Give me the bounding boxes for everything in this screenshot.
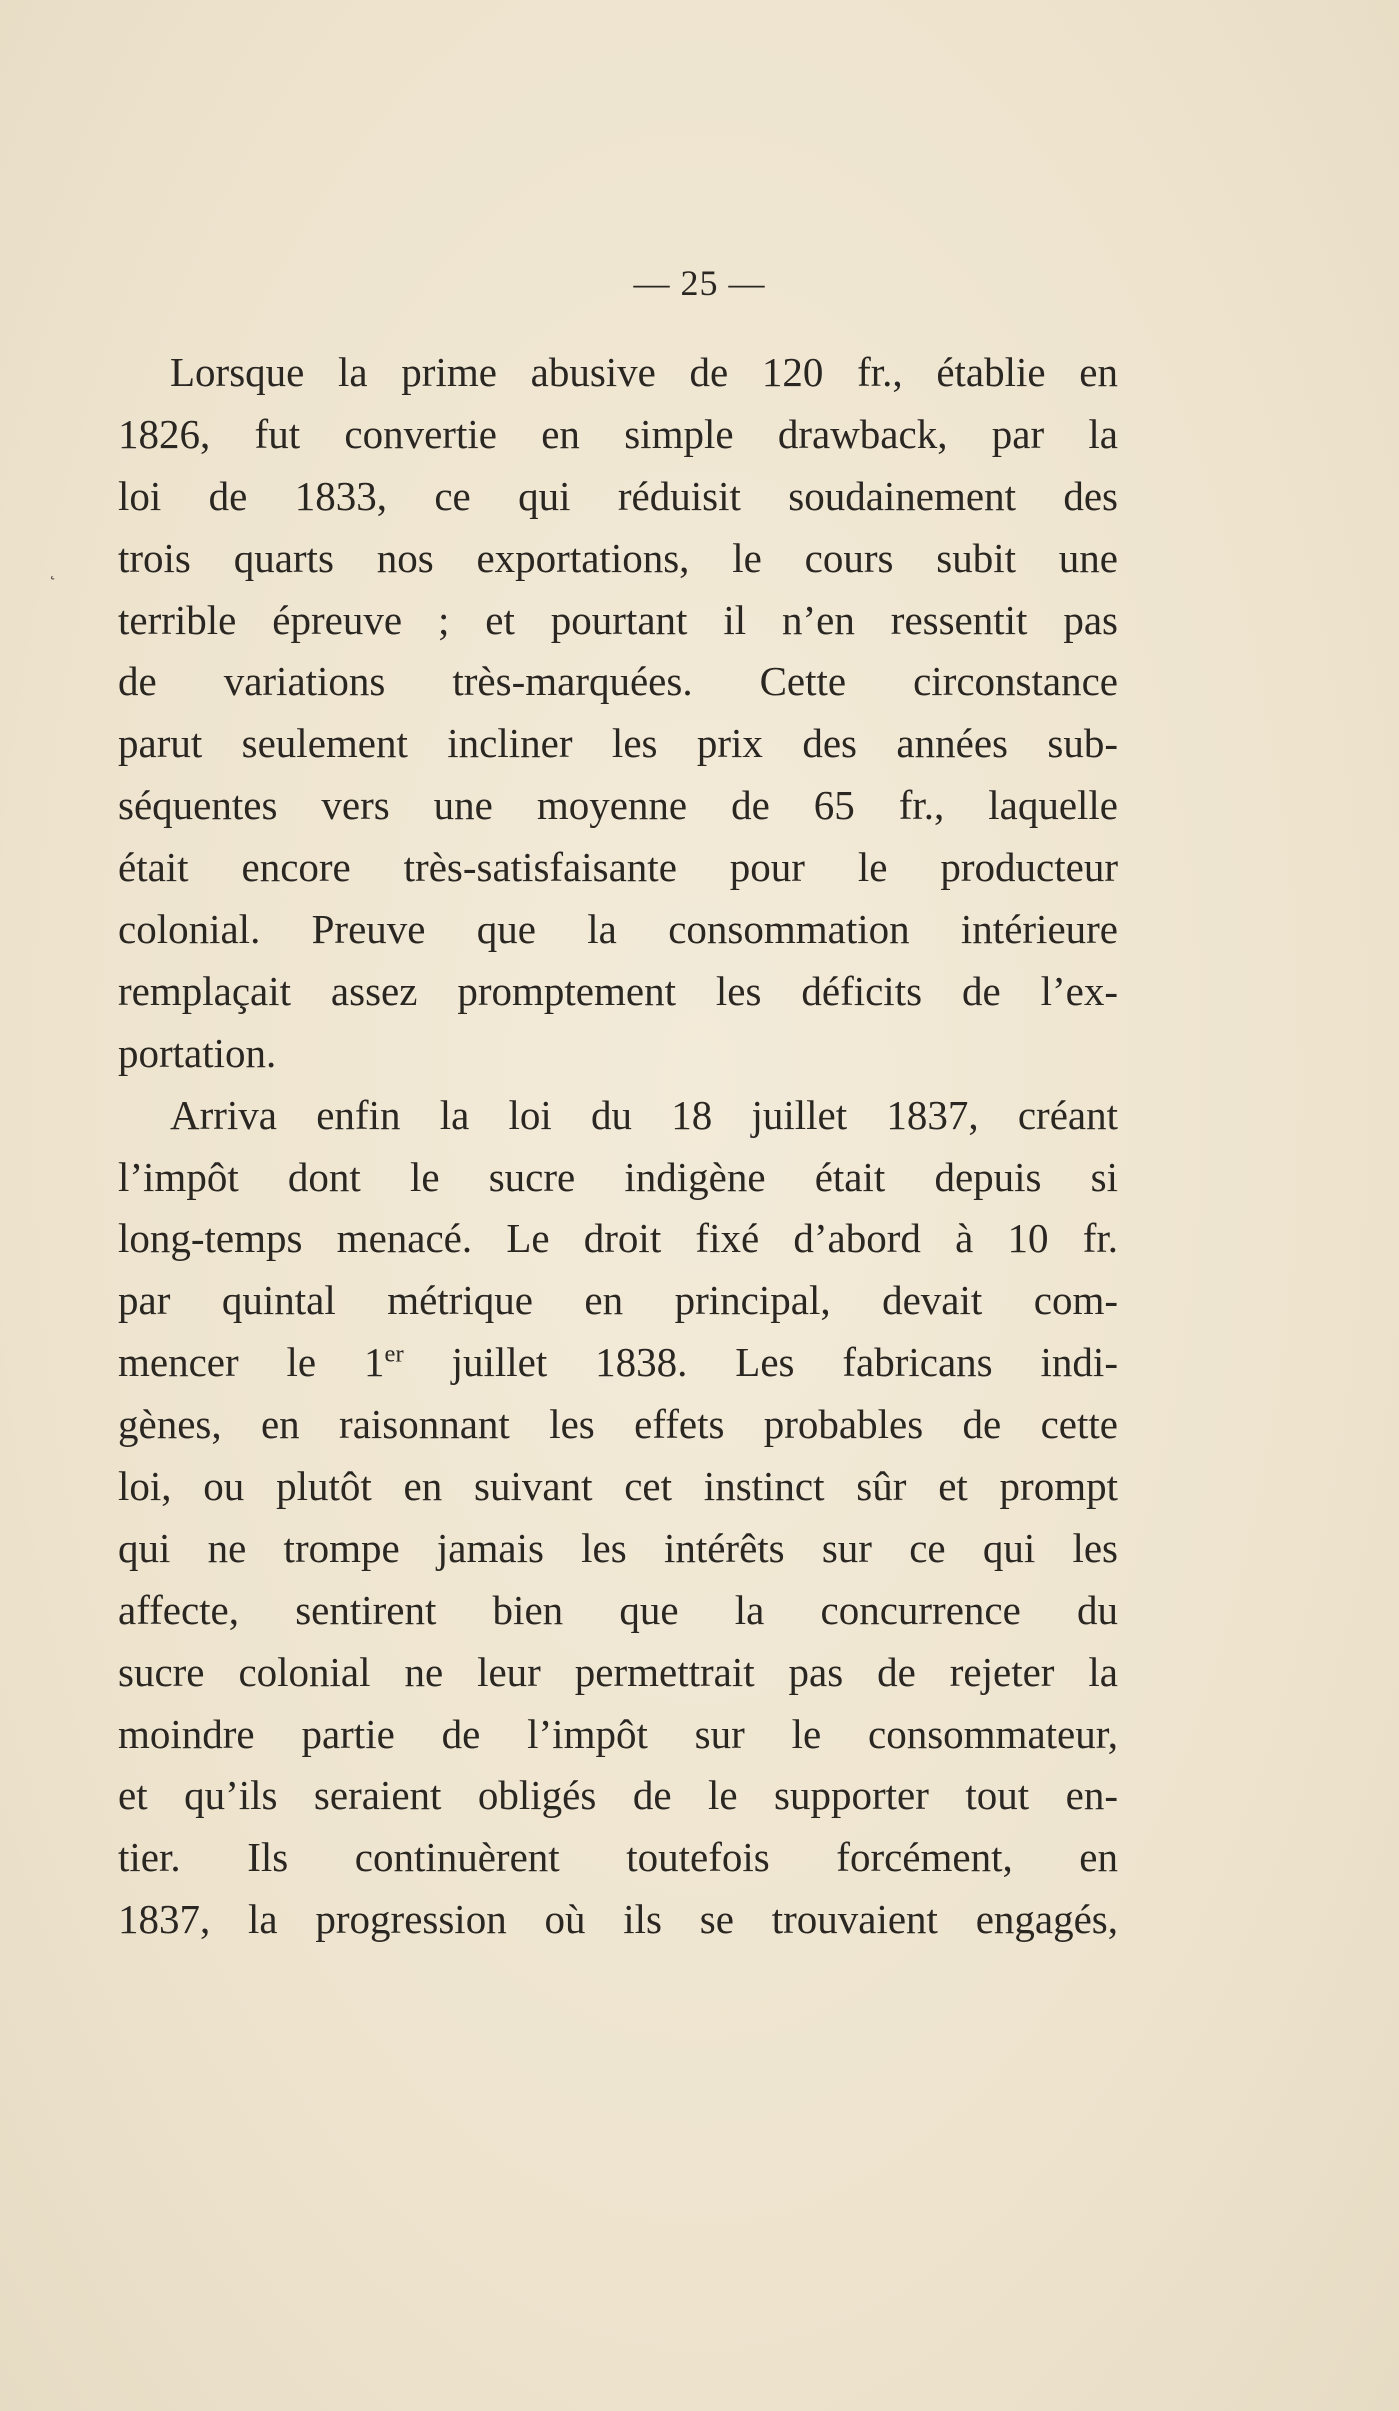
text-line: qui ne trompe jamais les intérêts sur ce qui les (118, 1524, 1118, 1571)
text-line: par quintal métrique en principal, devait com- (118, 1277, 1118, 1324)
text-line: trois quarts nos exportations, le cours subit une (118, 534, 1118, 581)
text-line: long-temps menacé. Le droit fixé d’abord à 10 fr. (118, 1215, 1118, 1262)
text-line: tier. Ils continuèrent toutefois forcément, en (118, 1834, 1118, 1881)
text-line: gènes, en raisonnant les effets probables de cette (118, 1401, 1118, 1448)
text-line: loi de 1833, ce qui réduisit soudainement des (118, 472, 1118, 519)
text-fragment: juillet 1838. Les fabricans indi- (403, 1339, 1118, 1386)
text-line: portation. (118, 1029, 277, 1076)
superscript: er (384, 1340, 404, 1368)
text-line: était encore très-satisfaisante pour le producteur (118, 844, 1118, 891)
text-line: affecte, sentirent bien que la concurrence du (118, 1586, 1118, 1633)
margin-mark: ˛ (48, 560, 57, 581)
text-line: Arriva enfin la loi du 18 juillet 1837, créant (170, 1091, 1118, 1138)
text-line: parut seulement incliner les prix des années sub- (118, 720, 1118, 767)
text-line: Lorsque la prime abusive de 120 fr., établie en (170, 349, 1118, 395)
text-line: colonial. Preuve que la consommation intérieure (118, 906, 1118, 953)
text-line: loi, ou plutôt en suivant cet instinct sûr et prompt (118, 1463, 1118, 1510)
text-line: 1837, la progression où ils se trouvaient engagés, (118, 1896, 1118, 1943)
text-line: l’impôt dont le sucre indigène était depuis si (118, 1153, 1118, 1200)
body-text (118, 342, 1118, 1951)
text-line-with-superscript (118, 1332, 1118, 1394)
text-line: 1826, fut convertie en simple drawback, par la (118, 410, 1118, 457)
text-line: séquentes vers une moyenne de 65 fr., laquelle (118, 782, 1118, 829)
text-line: de variations très-marquées. Cette circonstance (118, 658, 1118, 705)
text-line: remplaçait assez promptement les déficits de l’ex- (118, 967, 1118, 1014)
text-line: terrible épreuve ; et pourtant il n’en ressentit pas (118, 596, 1118, 643)
text-line: sucre colonial ne leur permettrait pas de rejeter la (118, 1648, 1118, 1695)
text-fragment: mencer le 1 (118, 1339, 385, 1386)
text-line: moindre partie de l’impôt sur le consommateur, (118, 1710, 1118, 1757)
text-line: et qu’ils seraient obligés de le supporter tout en- (118, 1772, 1118, 1819)
page-number: — 25 — (633, 263, 766, 303)
